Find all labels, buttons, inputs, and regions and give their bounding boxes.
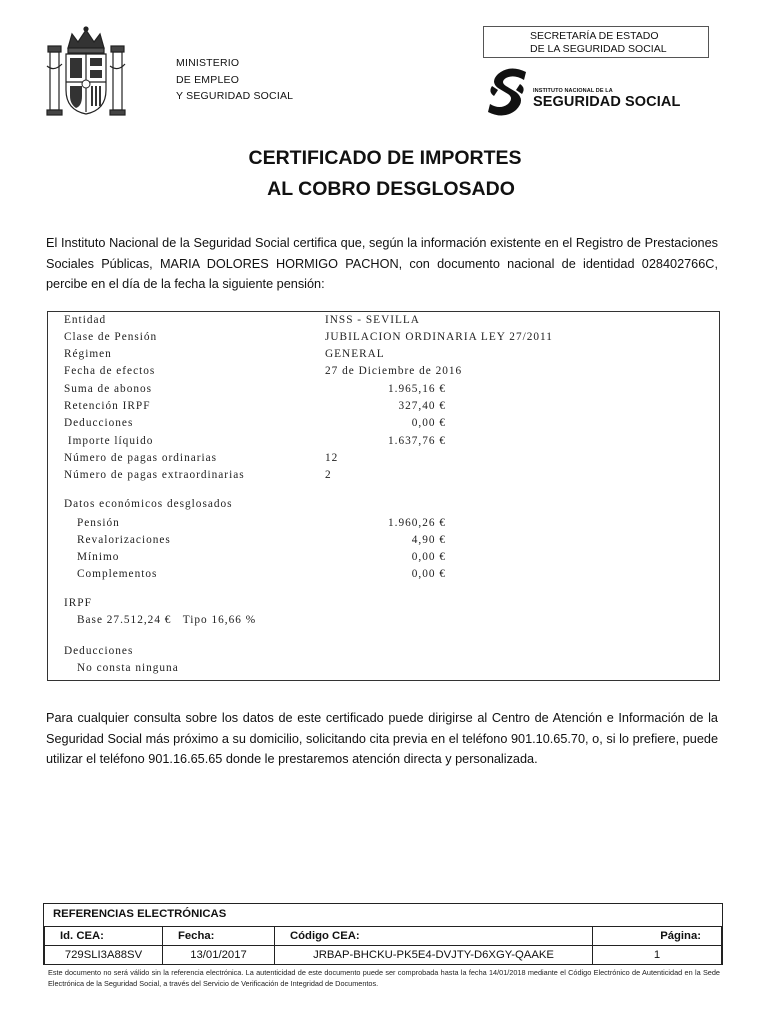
amount-value: 1.965,16 € xyxy=(387,383,446,395)
irpf-row xyxy=(48,614,719,631)
deductions-row xyxy=(48,662,719,679)
inss-logo-big: SEGURIDAD SOCIAL xyxy=(533,94,681,110)
pension-details-box xyxy=(47,311,720,681)
references-header-row xyxy=(45,927,722,946)
detail-row xyxy=(48,314,719,331)
count-value: 12 xyxy=(325,452,339,464)
ref-header-date: Fecha: xyxy=(163,927,275,946)
count-label: Número de pagas extraordinarias xyxy=(64,469,245,481)
secretary-line: SECRETARÍA DE ESTADO xyxy=(530,30,659,42)
breakdown-label: Revalorizaciones xyxy=(77,534,171,546)
breakdown-label: Mínimo xyxy=(77,551,120,563)
ministry-line: MINISTERIO xyxy=(176,57,240,69)
breakdown-value: 4,90 € xyxy=(411,534,446,546)
title-line: CERTIFICADO DE IMPORTES xyxy=(248,147,522,169)
detail-row xyxy=(48,331,719,348)
deductions-line: No consta ninguna xyxy=(77,662,179,674)
irpf-title-row xyxy=(48,597,719,614)
breakdown-value: 1.960,26 € xyxy=(387,517,446,529)
count-value: 2 xyxy=(325,469,332,481)
amount-label: Suma de abonos xyxy=(64,383,153,395)
ref-header-id: Id. CEA: xyxy=(45,927,163,946)
inss-logo-small: INSTITUTO NACIONAL DE LA xyxy=(533,88,613,94)
detail-value: GENERAL xyxy=(325,348,385,360)
breakdown-value: 0,00 € xyxy=(411,551,446,563)
secretary-box xyxy=(483,26,709,58)
title-line: AL COBRO DESGLOSADO xyxy=(267,178,515,200)
detail-label: Entidad xyxy=(64,314,107,326)
amount-row xyxy=(48,417,719,434)
irpf-line: Base 27.512,24 € Tipo 16,66 % xyxy=(77,614,257,626)
ref-date-value: 13/01/2017 xyxy=(163,946,275,965)
deductions-title-row xyxy=(48,645,719,662)
references-table xyxy=(44,926,722,965)
amount-label: Importe líquido xyxy=(64,435,154,447)
ref-code-value: JRBAP-BHCKU-PK5E4-DVJTY-D6XGY-QAAKE xyxy=(275,946,593,965)
footer-note: Este documento no será válido sin la referencia electrónica. La autenticidad de este documento puede ser comprobada hasta la fecha 14/01/2018 mediante el Código Electrónico de Autenticidad en la Sede Electrónica de la Seguridad Social, a través del Servicio de Verificación de Integridad de Documentos. xyxy=(48,968,720,988)
detail-value: JUBILACION ORDINARIA LEY 27/2011 xyxy=(325,331,553,343)
amount-value: 1.637,76 € xyxy=(387,435,446,447)
breakdown-value: 0,00 € xyxy=(411,568,446,580)
detail-label: Régimen xyxy=(64,348,112,360)
detail-row xyxy=(48,348,719,365)
breakdown-row xyxy=(48,534,719,551)
ref-page-value: 1 xyxy=(593,946,722,965)
count-label: Número de pagas ordinarias xyxy=(64,452,218,464)
electronic-references xyxy=(43,903,723,965)
ref-header-code: Código CEA: xyxy=(275,927,593,946)
amount-value: 327,40 € xyxy=(398,400,446,412)
detail-label: Clase de Pensión xyxy=(64,331,158,343)
amount-row xyxy=(48,383,719,400)
ministry-name xyxy=(176,55,293,105)
amount-row xyxy=(48,400,719,417)
references-heading: REFERENCIAS ELECTRÓNICAS xyxy=(53,908,227,920)
contact-paragraph: Para cualquier consulta sobre los datos de este certificado puede dirigirse al Centro de Atención e Información de la Seguridad Social más próximo a su domicilio, solicitando cita previa en el teléfono 901.10.65.70, o, si lo prefiere, puede utilizar el teléfono 901.16.65.65 donde le prestaremos atención directa y personalizada. xyxy=(46,711,718,766)
breakdown-row xyxy=(48,517,719,534)
breakdown-title-row xyxy=(48,498,719,515)
references-value-row xyxy=(45,946,722,965)
amount-label: Deducciones xyxy=(64,417,134,429)
detail-label: Fecha de efectos xyxy=(64,365,156,377)
breakdown-label: Pensión xyxy=(77,517,120,529)
amount-label: Retención IRPF xyxy=(64,400,151,412)
amount-row xyxy=(48,435,719,452)
breakdown-label: Complementos xyxy=(77,568,158,580)
breakdown-row xyxy=(48,551,719,568)
detail-value: INSS - SEVILLA xyxy=(325,314,420,326)
count-row xyxy=(48,469,719,486)
ref-header-page: Página: xyxy=(593,927,722,946)
ministry-line: DE EMPLEO xyxy=(176,73,240,86)
coat-of-arms-icon xyxy=(44,26,128,120)
detail-row xyxy=(48,365,719,382)
count-row xyxy=(48,452,719,469)
intro-paragraph: El Instituto Nacional de la Seguridad Social certifica que, según la información existente en el Registro de Prestaciones Sociales Públicas, MARIA DOLORES HORMIGO PACHON, con documento nacional de identidad 028402766C, percibe en el día de la fecha la siguiente pensión: xyxy=(46,236,718,291)
ministry-line: Y SEGURIDAD SOCIAL xyxy=(176,90,294,102)
irpf-title: IRPF xyxy=(64,597,92,609)
deductions-title: Deducciones xyxy=(64,645,134,657)
document-title xyxy=(0,143,768,205)
secretary-line: DE LA SEGURIDAD SOCIAL xyxy=(530,43,667,55)
amount-value: 0,00 € xyxy=(411,417,446,429)
ref-id-value: 729SLI3A88SV xyxy=(45,946,163,965)
inss-logo-icon xyxy=(486,66,530,118)
detail-value: 27 de Diciembre de 2016 xyxy=(325,365,463,377)
breakdown-title: Datos económicos desglosados xyxy=(64,498,233,510)
breakdown-row xyxy=(48,568,719,585)
inss-logo-text xyxy=(533,88,680,110)
